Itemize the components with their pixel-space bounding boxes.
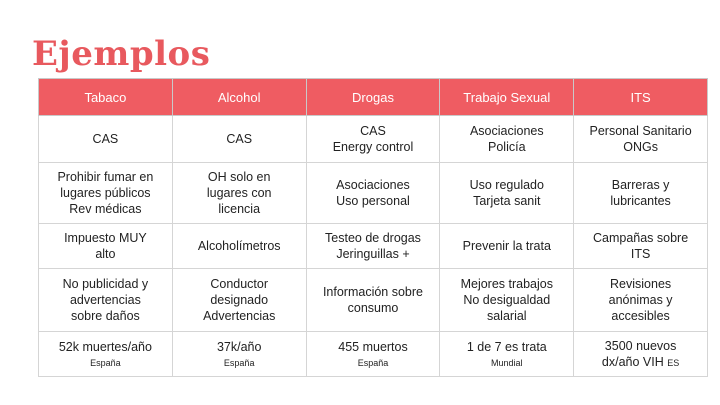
cell-line: ONGs (623, 140, 658, 154)
cell-line: Energy control (332, 140, 414, 154)
cell-line: Personal Sanitario (589, 124, 692, 138)
table-cell (440, 163, 574, 224)
cell-line: accesibles (611, 309, 670, 323)
cell-line: OH solo en (207, 170, 271, 184)
stat-value-line2 (580, 354, 701, 371)
stat-note: España (223, 358, 255, 368)
header-alcohol: Alcohol (172, 79, 306, 116)
cell-line: Asociaciones (336, 178, 410, 192)
table-cell (172, 163, 306, 224)
cell-line: advertencias (69, 293, 141, 307)
stat-cell (172, 332, 306, 377)
table-cell (440, 269, 574, 332)
cell-line: lugares públicos (60, 186, 151, 200)
cell-line: Advertencias (203, 309, 276, 323)
page-title: Ejemplos (32, 34, 211, 74)
table-cell (39, 269, 173, 332)
cell-line: lubricantes (610, 194, 671, 208)
cell-line: alto (95, 247, 116, 261)
stat-value: 1 de 7 es trata (466, 340, 547, 354)
cell-line: Información sobre (322, 285, 424, 299)
cell-line: Prohibir fumar en (57, 170, 154, 184)
stat-note: ES (667, 357, 680, 368)
cell-line: Jeringuillas + (336, 247, 410, 261)
table-cell (574, 116, 708, 163)
cell-line: anónimas y (608, 293, 673, 307)
cell-line: Tarjeta sanit (473, 194, 541, 208)
stat-value: dx/año VIH (601, 354, 664, 369)
table-cell (306, 116, 440, 163)
table-cell (39, 116, 173, 163)
table-cell (306, 163, 440, 224)
cell-line: Asociaciones (469, 124, 544, 138)
table-cell (440, 116, 574, 163)
stats-row (39, 332, 708, 377)
table-cell (574, 163, 708, 224)
header-its: ITS (574, 79, 708, 116)
cell-line: Mejores trabajos (460, 277, 553, 291)
cell-line: licencia (218, 202, 261, 216)
cell-line: designado (210, 293, 269, 307)
cell-line: Campañas sobre (592, 231, 689, 245)
table-cell (306, 269, 440, 332)
cell-line: Testeo de drogas (325, 231, 421, 245)
table-cell (172, 269, 306, 332)
header-row (39, 79, 708, 116)
cell-line: Barreras y (611, 178, 670, 192)
table-cell (172, 116, 306, 163)
cell-line: Conductor (210, 277, 269, 291)
cell-line: Alcoholímetros (197, 239, 281, 253)
header-trabajo-sexual: Trabajo Sexual (440, 79, 574, 116)
cell-line: salarial (486, 309, 527, 323)
header-drogas: Drogas (306, 79, 440, 116)
cell-line: Rev médicas (69, 202, 142, 216)
table-cell (39, 163, 173, 224)
cell-line: CAS (226, 132, 253, 146)
stat-value: 3500 nuevos (604, 338, 677, 353)
stat-note: España (357, 358, 389, 368)
stat-cell (440, 332, 574, 377)
stat-note: España (90, 358, 121, 368)
cell-line: ITS (630, 247, 651, 261)
stat-cell (306, 332, 440, 377)
cell-line: sobre daños (70, 309, 140, 323)
cell-line: Uso personal (336, 194, 410, 208)
cell-line: Impuesto MUY (64, 231, 147, 245)
table-row (39, 163, 708, 224)
stat-value: 37k/año (216, 340, 262, 354)
table-row (39, 116, 708, 163)
cell-line: consumo (347, 301, 399, 315)
cell-line: CAS (360, 124, 386, 138)
cell-line: Revisiones (610, 277, 672, 291)
cell-line: No desigualdad (463, 293, 551, 307)
cell-line: Policía (488, 140, 526, 154)
stat-value: 455 muertos (338, 340, 408, 354)
cell-line: CAS (92, 132, 119, 146)
table-cell (574, 269, 708, 332)
cell-line: No publicidad y (62, 277, 149, 291)
table-cell (172, 224, 306, 269)
stat-cell (574, 332, 708, 377)
examples-table (38, 78, 708, 377)
table-cell (574, 224, 708, 269)
header-tabaco: Tabaco (39, 79, 173, 116)
cell-line: Prevenir la trata (462, 239, 551, 253)
stat-note: Mundial (491, 358, 523, 368)
table-cell (306, 224, 440, 269)
table-row (39, 269, 708, 332)
table-cell (39, 224, 173, 269)
cell-line: lugares con (206, 186, 272, 200)
table-row (39, 224, 708, 269)
stat-value: 52k muertes/año (58, 340, 152, 354)
cell-line: Uso regulado (469, 178, 544, 192)
stat-cell (39, 332, 173, 377)
table-cell (440, 224, 574, 269)
